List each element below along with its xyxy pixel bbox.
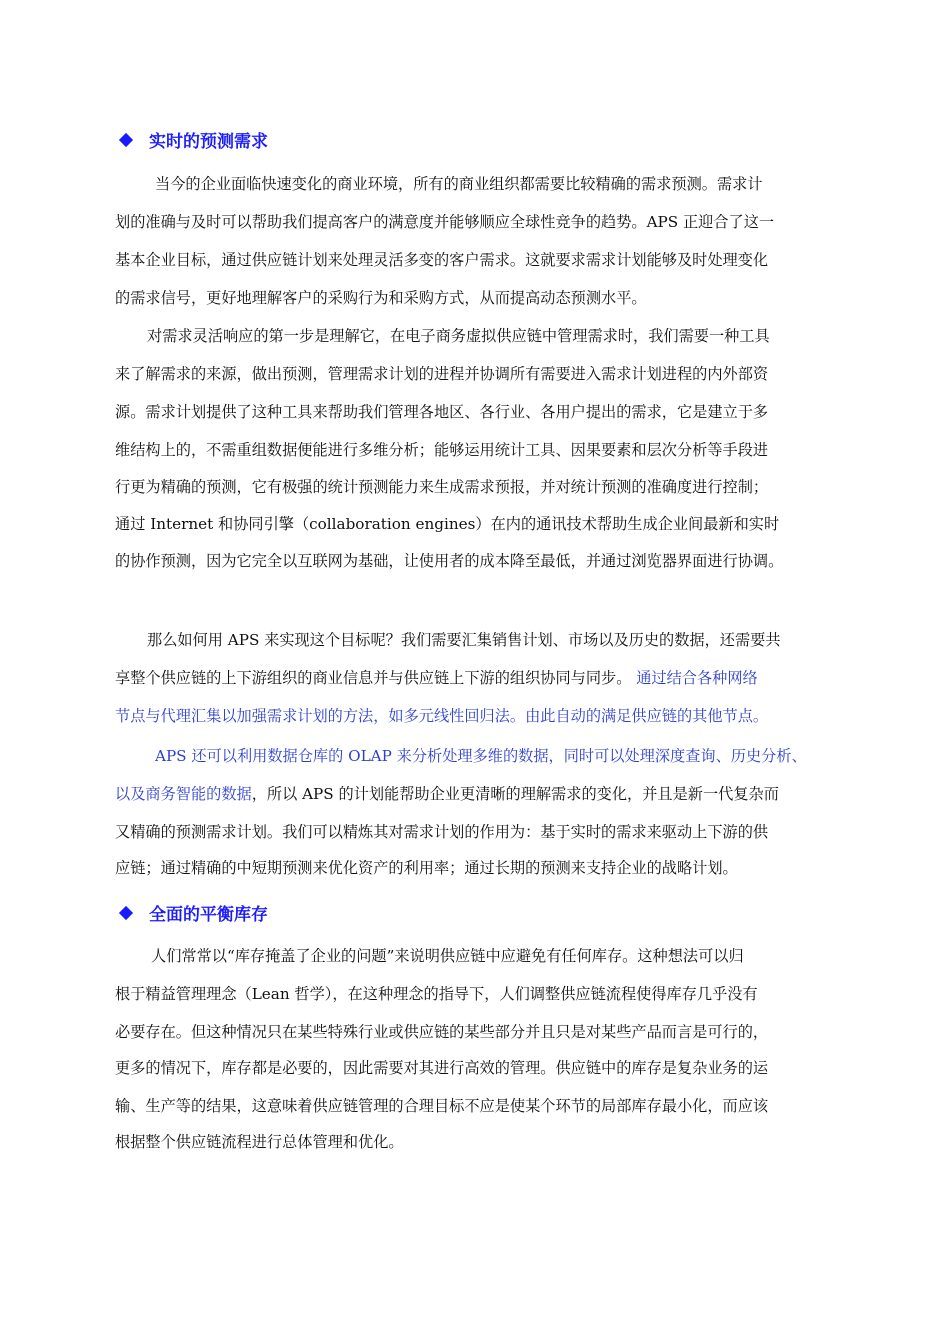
paragraph-line: 来了解需求的来源，做出预测，管理需求计划的进程并协调所有需要进入需求计划进程的内外部资 bbox=[115, 365, 769, 383]
highlighted-text-run: 以及商务智能的数据 bbox=[115, 785, 252, 803]
paragraph-line: 更多的情况下，库存都是必要的，因此需要对其进行高效的管理。供应链中的库存是复杂业务的运 bbox=[115, 1059, 769, 1077]
heading-text: 全面的平衡库存 bbox=[149, 905, 268, 925]
paragraph-line-highlighted: 节点与代理汇集以加强需求计划的方法，如多元线性回归法。由此自动的满足供应链的其他节点。 bbox=[115, 707, 769, 725]
paragraph-line: 行更为精确的预测，它有极强的统计预测能力来生成需求预报，并对统计预测的准确度进行控制； bbox=[115, 478, 769, 496]
paragraph-line: 输、生产等的结果，这意味着供应链管理的合理目标不应是使某个环节的局部库存最小化，而应该 bbox=[115, 1097, 769, 1115]
paragraph-line: 通过 Internet 和协同引擎（collaboration engines）在内的通讯技术帮助生成企业间最新和实时 bbox=[115, 515, 780, 533]
paragraph-line: 根据整个供应链流程进行总体管理和优化。 bbox=[115, 1133, 404, 1151]
paragraph-line: 应链；通过精确的中短期预测来优化资产的利用率；通过长期的预测来支持企业的战略计划。 bbox=[115, 859, 738, 877]
highlighted-text-run: 通过结合各种网络 bbox=[631, 669, 758, 687]
paragraph-line: 源。需求计划提供了这种工具来帮助我们管理各地区、各行业、各用户提出的需求，它是建立于多 bbox=[115, 403, 769, 421]
paragraph-line: 又精确的预测需求计划。我们可以精炼其对需求计划的作用为：基于实时的需求来驱动上下游的供 bbox=[115, 823, 769, 841]
paragraph-line-highlighted: APS 还可以利用数据仓库的 OLAP 来分析处理多维的数据，同时可以处理深度查询、历史分析、 bbox=[155, 747, 807, 765]
paragraph-line: 维结构上的，不需重组数据便能进行多维分析；能够运用统计工具、因果要素和层次分析等手段进 bbox=[115, 441, 769, 459]
paragraph-line: 当今的企业面临快速变化的商业环境，所有的商业组织都需要比较精确的需求预测。需求计 bbox=[155, 175, 763, 193]
section-heading-forecast bbox=[118, 127, 268, 152]
diamond-bullet-icon bbox=[119, 132, 133, 146]
section-heading-inventory bbox=[118, 900, 268, 925]
text-run: ，所以 APS 的计划能帮助企业更清晰的理解需求的变化，并且是新一代复杂而 bbox=[251, 785, 779, 803]
text-run: 享整个供应链的上下游组织的商业信息并与供应链上下游的组织协同与同步。 bbox=[115, 669, 632, 687]
paragraph-line bbox=[115, 668, 758, 688]
paragraph-line: 根于精益管理理念（Lean 哲学），在这种理念的指导下，人们调整供应链流程使得库存几乎没有 bbox=[115, 985, 758, 1003]
paragraph-line: 那么如何用 APS 来实现这个目标呢？我们需要汇集销售计划、市场以及历史的数据，还需要共 bbox=[147, 631, 781, 649]
paragraph-line: 人们常常以“库存掩盖了企业的问题”来说明供应链中应避免有任何库存。这种想法可以归 bbox=[151, 947, 744, 965]
paragraph-line: 划的准确与及时可以帮助我们提高客户的满意度并能够顺应全球性竞争的趋势。APS 正迎合了这一 bbox=[115, 213, 775, 231]
paragraph-line: 基本企业目标，通过供应链计划来处理灵活多变的客户需求。这就要求需求计划能够及时处理变化 bbox=[115, 251, 769, 269]
paragraph-line: 必要存在。但这种情况只在某些特殊行业或供应链的某些部分并且只是对某些产品而言是可行的， bbox=[115, 1023, 769, 1041]
paragraph-line: 的协作预测，因为它完全以互联网为基础，让使用者的成本降至最低，并通过浏览器界面进行协调。 bbox=[115, 552, 784, 570]
paragraph-line: 对需求灵活响应的第一步是理解它，在电子商务虚拟供应链中管理需求时，我们需要一种工具 bbox=[147, 327, 770, 345]
paragraph-line bbox=[115, 784, 779, 804]
diamond-bullet-icon bbox=[119, 905, 133, 919]
paragraph-line: 的需求信号，更好地理解客户的采购行为和采购方式，从而提高动态预测水平。 bbox=[115, 289, 647, 307]
heading-text: 实时的预测需求 bbox=[149, 132, 268, 152]
